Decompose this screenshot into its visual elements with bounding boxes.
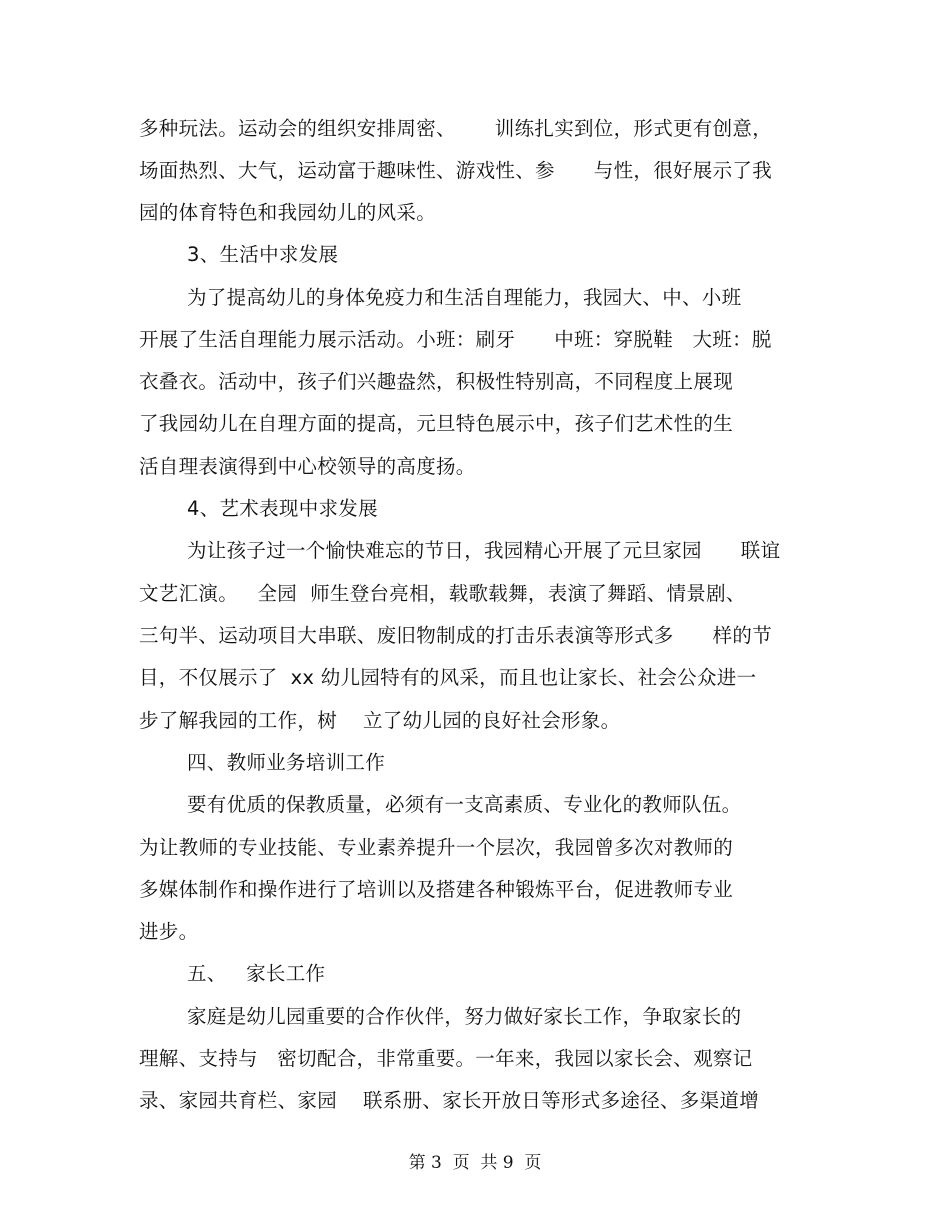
section-heading: 四、教师业务培训工作: [187, 751, 386, 774]
text-line: 多媒体制作和操作进行了培训以及搭建各种锻炼平台，促进教师专业: [139, 878, 734, 901]
text-line: 文艺汇演。 全园 师生登台亮相，载歌载舞，表演了舞蹈、情景剧、: [139, 582, 746, 605]
text-line: 为让教师的专业技能、专业素养提升一个层次，我园曾多次对教师的: [139, 836, 734, 859]
text-line: 园的体育特色和我园幼儿的风采。: [139, 201, 437, 224]
text-line: 理解、支持与 密切配合，非常重要。一年来，我园以家长会、观察记: [139, 1047, 753, 1070]
text-line: 录、家园共育栏、家园 联系册、家长开放日等形式多途径、多渠道增: [139, 1089, 759, 1112]
text-line: 开展了生活自理能力展示活动。小班：刷牙 中班：穿脱鞋 大班：脱: [139, 328, 772, 351]
text-line: 要有优质的保教质量，必须有一支高素质、专业化的教师队伍。: [187, 793, 742, 816]
text-line: 家庭是幼儿园重要的合作伙伴，努力做好家长工作，争取家长的: [187, 1005, 742, 1028]
text-line: 多种玩法。运动会的组织安排周密、 训练扎实到位，形式更有创意，: [139, 117, 772, 140]
text-line: 步了解我园的工作，树 立了幼儿园的良好社会形象。: [139, 709, 621, 732]
text-line: 为让孩子过一个愉快难忘的节日，我园精心开展了元旦家园 联谊: [187, 539, 781, 562]
text-line: 三句半、运动项目大串联、废旧物制成的打击乐表演等形式多 样的节: [139, 624, 772, 647]
section-heading: 4、艺术表现中求发展: [187, 497, 378, 520]
section-heading: 五、 家长工作: [187, 962, 326, 985]
text-line: 为了提高幼儿的身体免疫力和生活自理能力，我园大、中、小班: [187, 286, 742, 309]
section-heading: 3、生活中求发展: [187, 243, 339, 266]
text-line: 进步。: [139, 920, 199, 943]
text-line: 衣叠衣。活动中，孩子们兴趣盎然，积极性特别高，不同程度上展现: [139, 370, 734, 393]
text-line: 场面热烈、大气，运动富于趣味性、游戏性、参 与性，很好展示了我: [139, 159, 772, 182]
text-line: 活自理表演得到中心校领导的高度扬。: [139, 455, 476, 478]
text-line: 了我园幼儿在自理方面的提高，元旦特色展示中，孩子们艺术性的生: [139, 412, 734, 435]
text-line: 目，不仅展示了 xx 幼儿园特有的风采，而且也让家长、社会公众进一: [139, 666, 757, 689]
page-number-footer: 第 3 页 共 9 页: [408, 1153, 542, 1173]
